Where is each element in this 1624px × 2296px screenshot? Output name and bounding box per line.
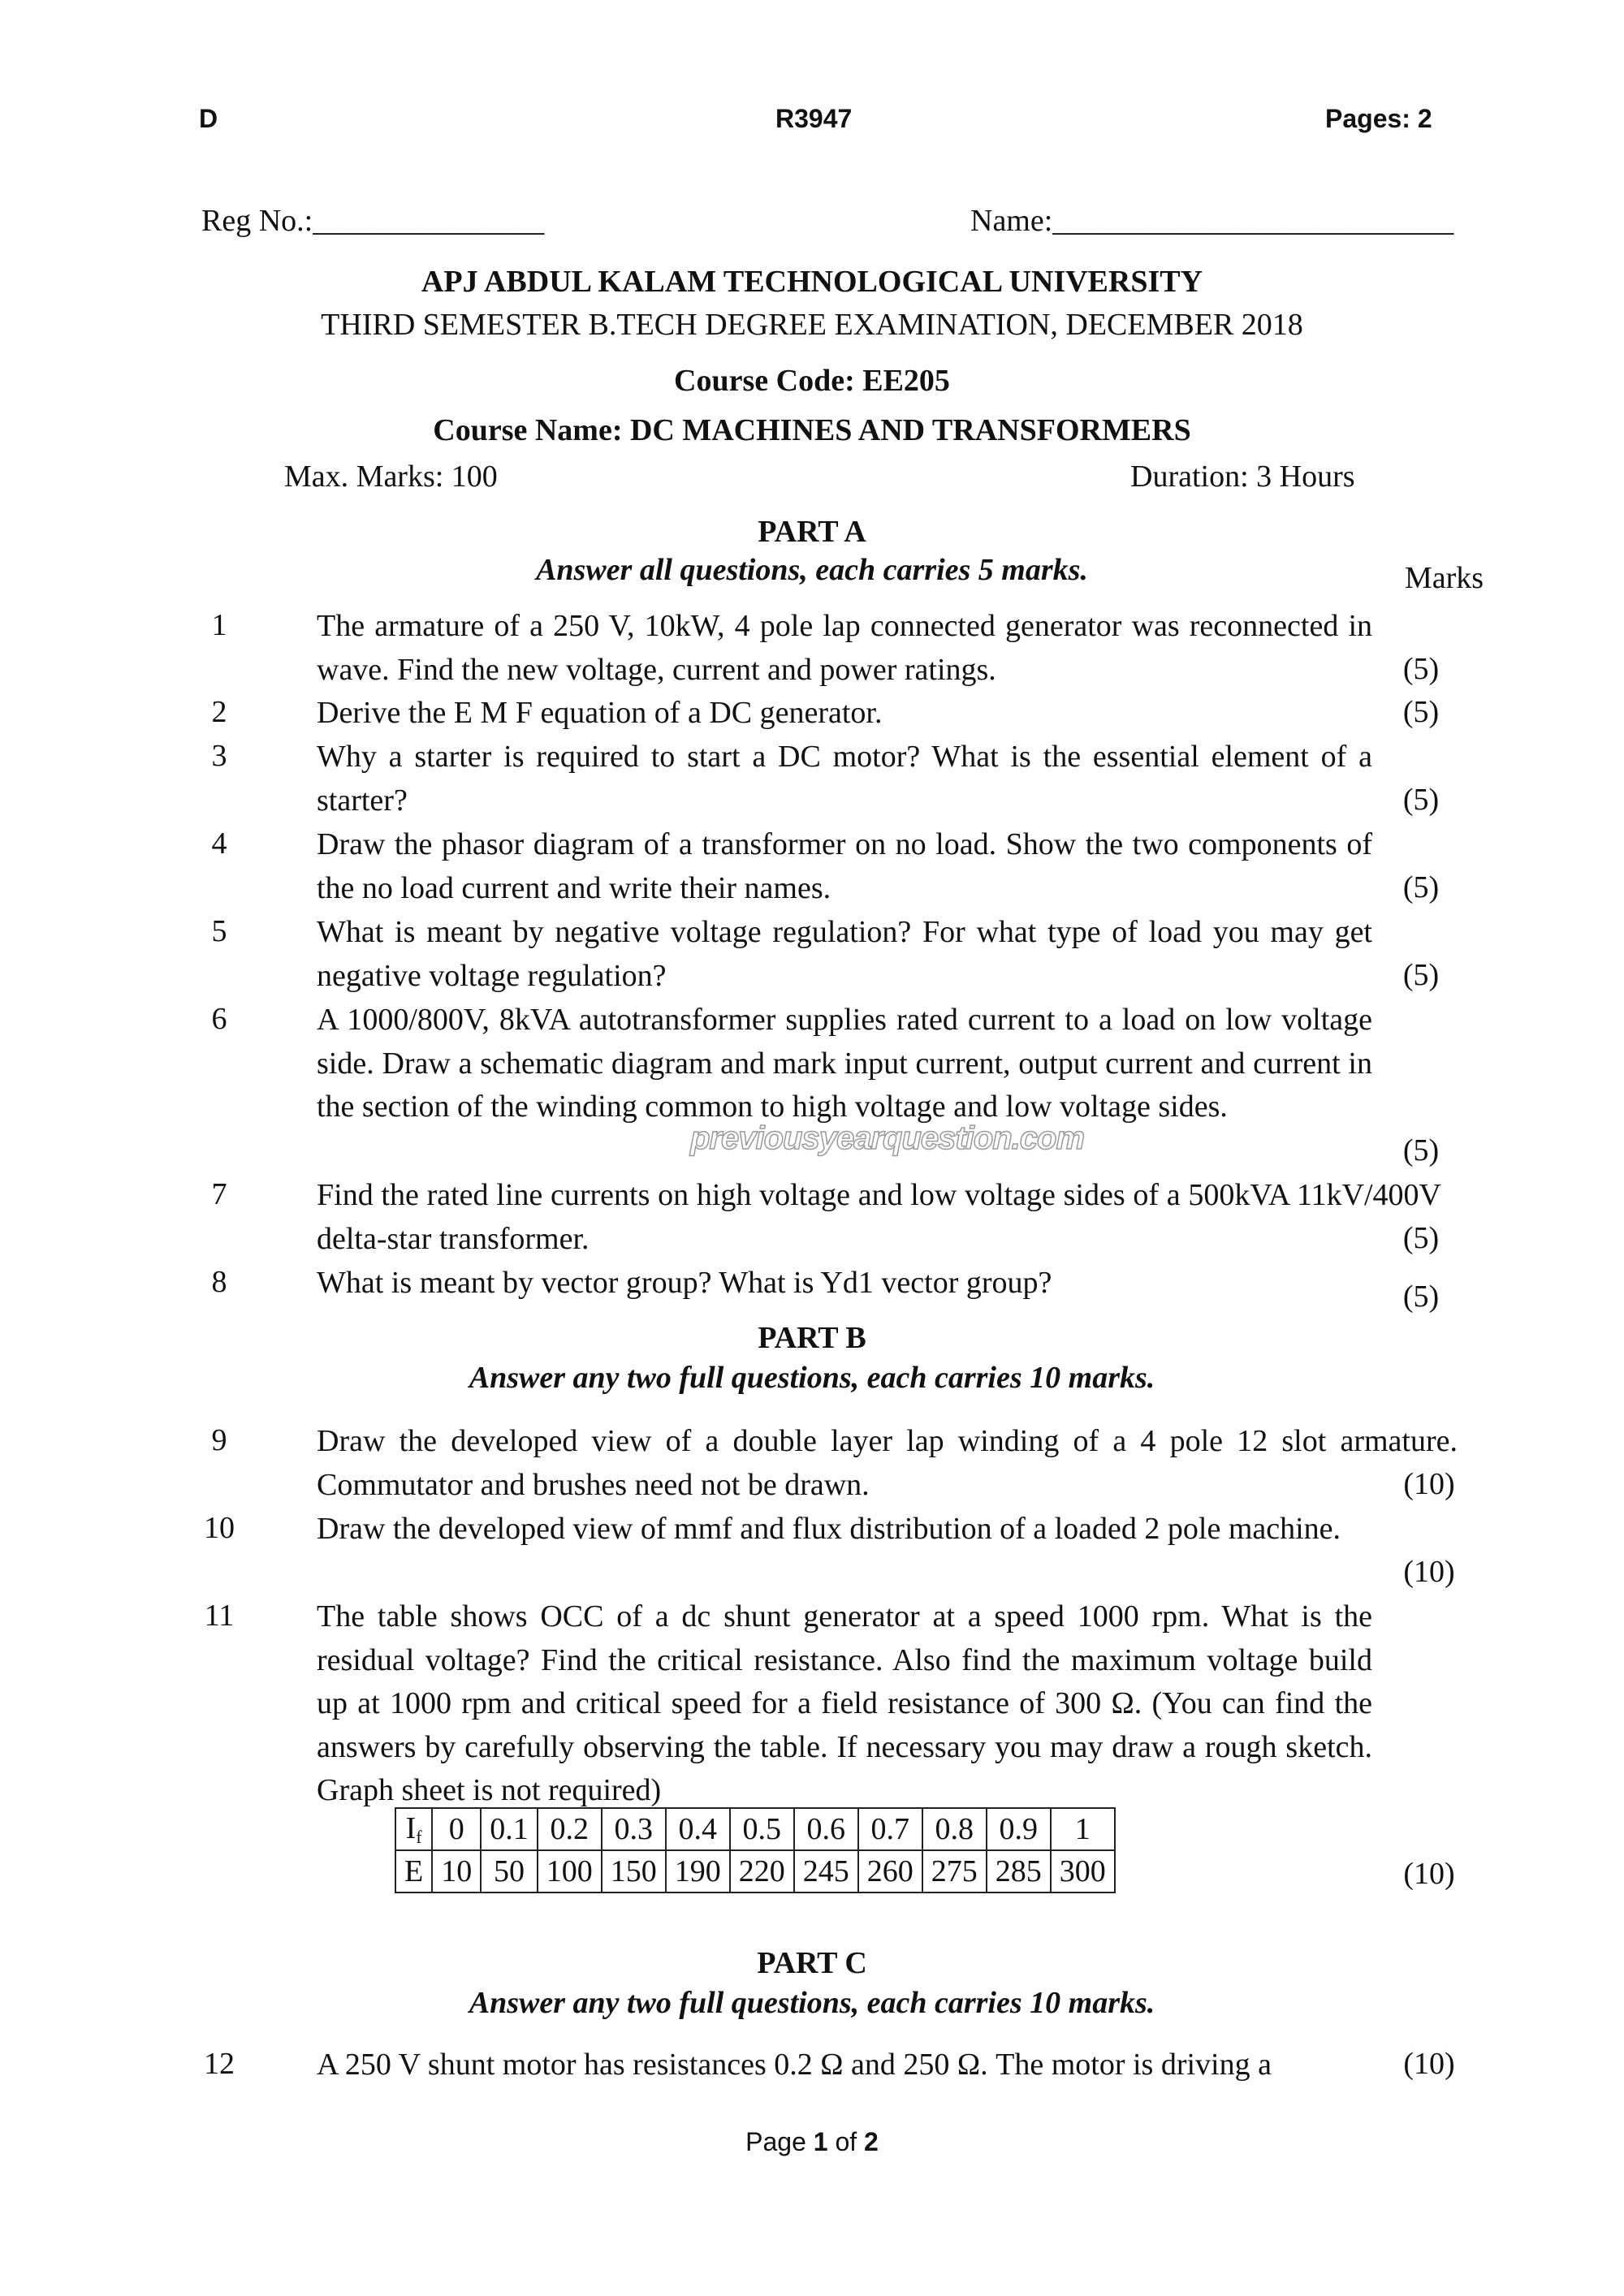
- part-a-title: PART A: [758, 515, 866, 549]
- table-row: [395, 1850, 1115, 1892]
- table-cell: 285: [987, 1850, 1051, 1892]
- table-cell: 10: [432, 1850, 481, 1892]
- question-text: The table shows OCC of a dc shunt generator at a speed 1000 rpm. What is the residual voltage? Find the critical resistance. Also find the maximum voltage build up at 1000 rpm and critical speed for a field resistance of 300 Ω. (You can find the answers by carefully observing the table. If necessary you may draw a rough sketch. Graph sheet is not required): [317, 1599, 1372, 1807]
- question-text: A 250 V shunt motor has resistances 0.2 Ω and 250 Ω. The motor is driving a: [317, 2048, 1272, 2082]
- question-number: 5: [211, 914, 227, 948]
- course-code: Course Code: EE205: [674, 364, 950, 398]
- table-row-header: E: [395, 1850, 432, 1892]
- table-cell: 0.8: [922, 1808, 987, 1850]
- table-cell: 1: [1051, 1808, 1115, 1850]
- question-marks: (5): [1402, 652, 1440, 686]
- question-number: 6: [211, 1002, 227, 1036]
- table-cell: 275: [922, 1850, 987, 1892]
- table-cell: 0.1: [481, 1808, 538, 1850]
- name-field: Name:__________________________: [970, 204, 1454, 238]
- reg-no-field: Reg No.:_______________: [201, 204, 545, 238]
- paper-code: R3947: [775, 104, 853, 133]
- question-marks: (5): [1402, 1221, 1440, 1255]
- part-b-instruction: Answer any two full questions, each carries 10 marks.: [469, 1361, 1155, 1395]
- table-cell: 190: [666, 1850, 730, 1892]
- question-number: 3: [211, 739, 227, 773]
- table-cell: 300: [1051, 1850, 1115, 1892]
- table-cell: 0.9: [987, 1808, 1051, 1850]
- question-text: Find the rated line currents on high voltage and low voltage sides of a 500kVA 11kV/400V delta-star transformer.: [317, 1178, 1441, 1256]
- question-number: 1: [211, 608, 227, 642]
- question-number: 9: [211, 1423, 227, 1457]
- question-text: What is meant by negative voltage regulation? For what type of load you may get negative voltage regulation?: [317, 915, 1372, 993]
- table-row: [395, 1808, 1115, 1850]
- table-cell: 0.7: [858, 1808, 922, 1850]
- question-marks: (10): [1403, 1555, 1455, 1589]
- table-cell: 150: [602, 1850, 666, 1892]
- paper-set-code: D: [199, 104, 218, 133]
- question-marks: (5): [1402, 958, 1440, 992]
- marks-heading: Marks: [1405, 561, 1484, 595]
- question-marks: (5): [1402, 1280, 1440, 1314]
- table-cell: 0.4: [666, 1808, 730, 1850]
- part-c-instruction: Answer any two full questions, each carries 10 marks.: [469, 1986, 1155, 2020]
- question-number: 7: [211, 1177, 227, 1211]
- question-marks: (5): [1402, 695, 1440, 729]
- question-text: Derive the E M F equation of a DC generator.: [317, 696, 883, 730]
- exam-title: THIRD SEMESTER B.TECH DEGREE EXAMINATION, DECEMBER 2018: [321, 308, 1303, 342]
- duration: Duration: 3 Hours: [1130, 460, 1355, 494]
- question-marks: (10): [1403, 1467, 1455, 1501]
- question-number: 4: [211, 826, 227, 861]
- page-footer: Page 1 of 2: [745, 2127, 879, 2156]
- page-count: Pages: 2: [1325, 104, 1432, 133]
- part-b-title: PART B: [758, 1321, 866, 1355]
- table-cell: 245: [794, 1850, 858, 1892]
- question-number: 12: [204, 2047, 235, 2081]
- table-cell: 0.5: [730, 1808, 794, 1850]
- table-row-header: $I_f$: [395, 1808, 432, 1850]
- question-text: Why a starter is required to start a DC motor? What is the essential element of a starter?: [317, 740, 1372, 818]
- table-cell: 0: [432, 1808, 481, 1850]
- table-cell: 0.2: [538, 1808, 602, 1850]
- question-number: 10: [204, 1511, 235, 1545]
- question-text: Draw the developed view of mmf and flux distribution of a loaded 2 pole machine.: [317, 1512, 1341, 1546]
- university-title: APJ ABDUL KALAM TECHNOLOGICAL UNIVERSITY: [421, 265, 1203, 299]
- question-number: 8: [211, 1265, 227, 1299]
- question-text: The armature of a 250 V, 10kW, 4 pole lap connected generator was reconnected in wave. Find the new voltage, current and power ratings.: [317, 609, 1372, 687]
- question-marks: (5): [1402, 870, 1440, 904]
- question-number: 11: [204, 1599, 235, 1633]
- question-marks: (10): [1403, 2047, 1455, 2081]
- table-cell: 100: [538, 1850, 602, 1892]
- question-marks: (5): [1402, 1133, 1440, 1167]
- table-cell: 260: [858, 1850, 922, 1892]
- course-name: Course Name: DC MACHINES AND TRANSFORMERS: [433, 413, 1191, 447]
- table-cell: 50: [481, 1850, 538, 1892]
- table-cell: 220: [730, 1850, 794, 1892]
- occ-table: [395, 1807, 1116, 1893]
- question-number: 2: [211, 695, 227, 729]
- question-marks: (5): [1402, 783, 1440, 817]
- question-text: What is meant by vector group? What is Yd1 vector group?: [317, 1266, 1052, 1300]
- part-a-instruction: Answer all questions, each carries 5 marks.: [536, 553, 1088, 587]
- table-cell: 0.6: [794, 1808, 858, 1850]
- table-cell: 0.3: [602, 1808, 666, 1850]
- question-text: Draw the phasor diagram of a transformer on no load. Show the two components of the no load current and write their names.: [317, 827, 1372, 905]
- question-marks: (10): [1403, 1857, 1455, 1891]
- question-text: Draw the developed view of a double layer lap winding of a 4 pole 12 slot armature. Commutator and brushes need not be drawn.: [317, 1424, 1458, 1502]
- part-c-title: PART C: [757, 1946, 867, 1980]
- watermark-logo: previousyearquestion.com: [690, 1120, 1085, 1156]
- question-text: A 1000/800V, 8kVA autotransformer supplies rated current to a load on low voltage side. Draw a schematic diagram and mark input current, output current and current in the section of the winding common to high voltage and low voltage sides.: [317, 1003, 1372, 1124]
- max-marks: Max. Marks: 100: [284, 460, 498, 494]
